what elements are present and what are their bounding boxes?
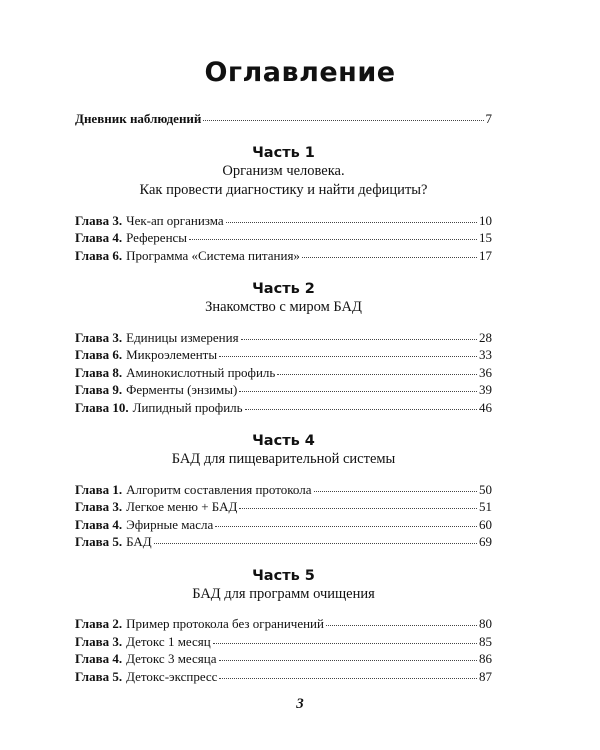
chapter-page: 50 xyxy=(479,481,492,497)
chapter-list xyxy=(75,481,492,551)
dot-leader xyxy=(203,120,483,121)
toc-entry xyxy=(75,533,492,551)
chapter-page: 33 xyxy=(479,347,492,362)
chapter-page: 85 xyxy=(479,633,492,649)
chapter-label: Глава 9. xyxy=(75,382,123,397)
chapter-title: Детокс 3 месяца xyxy=(126,651,217,666)
toc-entry xyxy=(75,364,492,382)
dot-leader xyxy=(302,257,477,258)
chapter-page: 86 xyxy=(479,651,492,666)
chapter-page: 69 xyxy=(479,534,492,549)
dot-leader xyxy=(241,339,477,340)
dot-leader xyxy=(277,374,477,375)
chapter-label: Глава 3. xyxy=(75,499,123,514)
toc-part xyxy=(75,567,492,686)
chapter-title: Чек-ап организма xyxy=(126,212,224,228)
dot-leader xyxy=(239,508,477,509)
chapter-title: Микроэлементы xyxy=(126,347,218,362)
chapter-title: Алгоритм составления протокола xyxy=(126,481,312,497)
toc-entry xyxy=(75,346,492,364)
toc-entry xyxy=(75,668,492,686)
chapter-label: Глава 4. xyxy=(75,651,123,666)
part-subtitle: БАД для пищеварительной системы xyxy=(171,451,396,467)
toc-content xyxy=(75,110,492,685)
chapter-label: Глава 3. xyxy=(75,633,123,649)
toc-entry xyxy=(75,229,492,247)
toc-entry xyxy=(75,650,492,668)
toc-entry xyxy=(75,381,492,399)
chapter-label: Глава 4. xyxy=(75,516,123,532)
dot-leader xyxy=(215,526,477,527)
dot-leader xyxy=(219,660,478,661)
chapter-list xyxy=(75,212,492,265)
toc-entry xyxy=(75,481,492,499)
part-heading: Часть 4 xyxy=(252,433,315,449)
part-subtitle: Знакомство с миром БАД xyxy=(205,299,362,315)
chapter-label: Глава 4. xyxy=(75,230,123,245)
page-title: Оглавление xyxy=(204,57,396,88)
chapter-page: 39 xyxy=(479,382,492,397)
chapter-label: Глава 3. xyxy=(75,212,123,228)
toc-entry-page: 7 xyxy=(485,111,492,126)
dot-leader xyxy=(314,491,477,492)
toc-entry-diary xyxy=(75,110,492,128)
toc-entry-title: Дневник наблюдений xyxy=(75,111,202,126)
page-number: 3 xyxy=(296,696,304,712)
chapter-title: Липидный профиль xyxy=(132,399,243,415)
chapter-page: 87 xyxy=(479,668,492,684)
dot-leader xyxy=(213,643,477,644)
toc-entry xyxy=(75,212,492,230)
chapter-list xyxy=(75,329,492,417)
part-subtitle: БАД для программ очищения xyxy=(192,585,375,602)
dot-leader xyxy=(219,356,477,357)
part-heading: Часть 1 xyxy=(252,144,315,161)
toc-entry xyxy=(75,329,492,347)
dot-leader xyxy=(226,222,477,223)
dot-leader xyxy=(245,409,477,410)
chapter-label: Глава 6. xyxy=(75,247,123,263)
toc-part xyxy=(75,144,492,265)
chapter-title: Эфирные масла xyxy=(126,516,214,532)
chapter-page: 46 xyxy=(479,399,492,415)
part-heading: Часть 5 xyxy=(252,567,315,584)
toc-entry xyxy=(75,615,492,633)
part-heading: Часть 2 xyxy=(252,281,315,297)
chapter-page: 17 xyxy=(479,247,492,263)
chapter-title: Единицы измерения xyxy=(126,329,239,345)
dot-leader xyxy=(154,543,477,544)
chapter-title: Аминокислотный профиль xyxy=(126,364,276,380)
chapter-label: Глава 2. xyxy=(75,616,123,631)
chapter-title: Пример протокола без ограничений xyxy=(126,616,324,631)
chapter-title: Легкое меню + БАД xyxy=(126,499,238,514)
dot-leader xyxy=(219,678,477,679)
chapter-label: Глава 1. xyxy=(75,481,123,497)
chapter-label: Глава 10. xyxy=(75,399,129,415)
toc-entry xyxy=(75,399,492,417)
parts-container xyxy=(75,144,492,686)
chapter-page: 80 xyxy=(479,616,492,631)
chapter-label: Глава 6. xyxy=(75,347,123,362)
dot-leader xyxy=(239,391,477,392)
chapter-page: 28 xyxy=(479,329,492,345)
chapter-title: БАД xyxy=(126,534,152,549)
chapter-page: 60 xyxy=(479,516,492,532)
chapter-title: Программа «Система питания» xyxy=(126,247,300,263)
chapter-title: Детокс 1 месяц xyxy=(126,633,211,649)
chapter-page: 36 xyxy=(479,364,492,380)
dot-leader xyxy=(326,625,477,626)
toc-part xyxy=(75,432,492,551)
toc-part xyxy=(75,280,492,416)
chapter-list xyxy=(75,615,492,685)
chapter-label: Глава 5. xyxy=(75,668,123,684)
chapter-label: Глава 3. xyxy=(75,329,123,345)
toc-entry xyxy=(75,633,492,651)
chapter-title: Референсы xyxy=(126,230,188,245)
chapter-page: 51 xyxy=(479,499,492,514)
toc-entry xyxy=(75,516,492,534)
chapter-label: Глава 8. xyxy=(75,364,123,380)
chapter-page: 15 xyxy=(479,230,492,245)
chapter-title: Ферменты (энзимы) xyxy=(126,382,238,397)
part-subtitle: Как провести диагностику и найти дефициты? xyxy=(139,182,428,198)
chapter-label: Глава 5. xyxy=(75,534,123,549)
chapter-page: 10 xyxy=(479,212,492,228)
toc-entry xyxy=(75,498,492,516)
dot-leader xyxy=(189,239,477,240)
chapter-title: Детокс-экспресс xyxy=(126,668,218,684)
toc-entry xyxy=(75,247,492,265)
part-subtitle: Организм человека. xyxy=(222,162,345,179)
